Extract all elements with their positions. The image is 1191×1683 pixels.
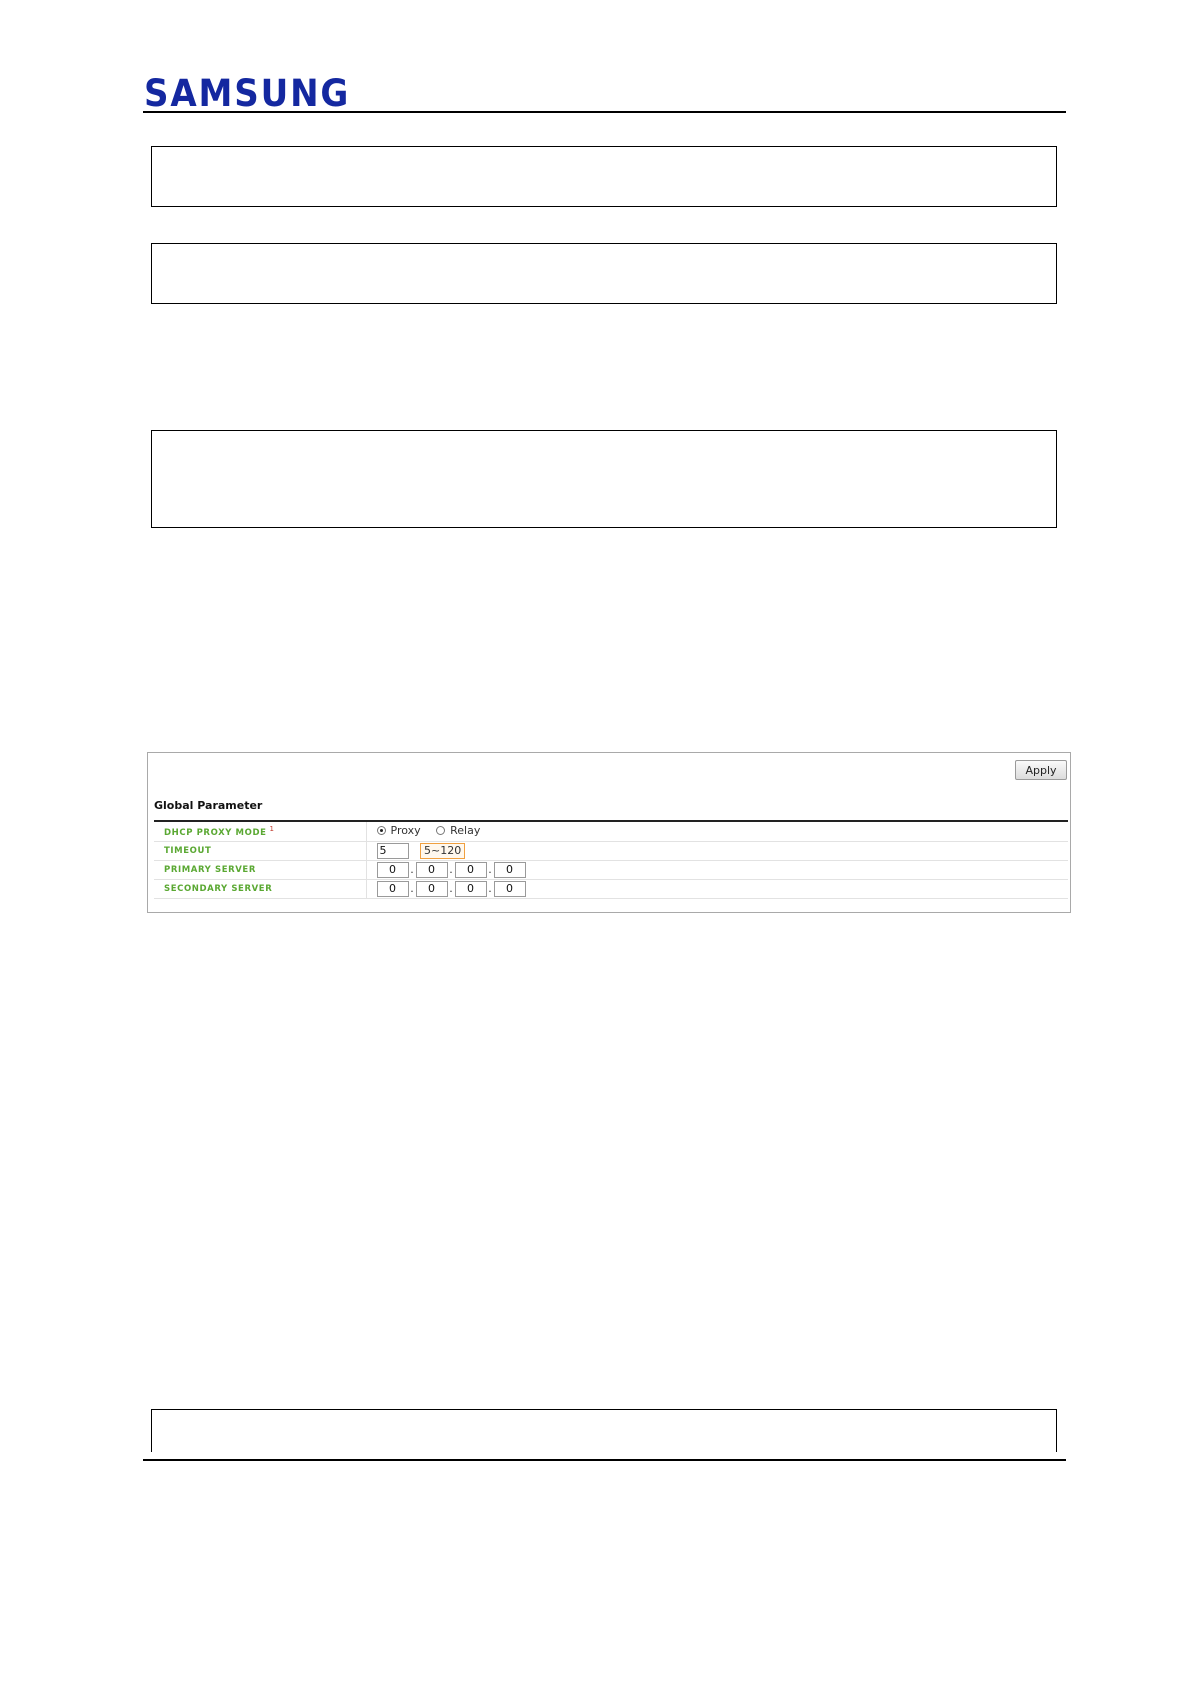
secondary-server-octet-2[interactable] [416,881,448,897]
secondary-server-octet-3[interactable] [455,881,487,897]
dhcp-proxy-mode-label: DHCP PROXY MODE [164,827,267,838]
octet-separator: . [449,882,453,895]
primary-server-label: PRIMARY SERVER [154,860,366,879]
primary-server-octet-1[interactable] [377,862,409,878]
secondary-server-octet-1[interactable] [377,881,409,897]
proxy-radio[interactable] [377,826,386,835]
relay-radio-option[interactable] [436,824,480,837]
timeout-label: TIMEOUT [154,841,366,860]
document-box-1 [151,146,1057,207]
relay-radio-label: Relay [450,824,481,838]
octet-separator: . [410,863,414,876]
global-parameter-panel [147,752,1071,913]
document-box-4 [151,1409,1057,1452]
table-row-secondary-server [154,879,1068,898]
apply-button[interactable]: Apply [1015,760,1067,780]
primary-server-octet-3[interactable] [455,862,487,878]
document-box-3 [151,430,1057,528]
relay-radio[interactable] [436,826,445,835]
proxy-radio-label: Proxy [390,824,421,838]
primary-server-value [366,860,1068,879]
octet-separator: . [410,882,414,895]
footnote-marker: 1 [269,824,275,833]
octet-separator: . [488,863,492,876]
timeout-value [366,841,1068,860]
secondary-server-octet-4[interactable] [494,881,526,897]
secondary-server-label: SECONDARY SERVER [154,879,366,898]
parameter-table [154,822,1068,899]
table-row-dhcp-proxy-mode [154,822,1068,841]
primary-server-octet-2[interactable] [416,862,448,878]
dhcp-proxy-mode-label-cell [154,822,366,841]
timeout-input[interactable] [377,843,409,859]
timeout-range-hint: 5~120 [420,843,465,859]
document-box-2 [151,243,1057,304]
samsung-logo: SAMSUNG [144,72,351,115]
table-row-primary-server [154,860,1068,879]
primary-server-octet-4[interactable] [494,862,526,878]
secondary-server-value [366,879,1068,898]
proxy-radio-option[interactable] [377,824,421,837]
octet-separator: . [488,882,492,895]
footer-rule [143,1459,1066,1461]
table-row-timeout [154,841,1068,860]
dhcp-proxy-mode-value [366,822,1068,841]
header-rule [143,111,1066,113]
section-title: Global Parameter [154,799,263,812]
octet-separator: . [449,863,453,876]
